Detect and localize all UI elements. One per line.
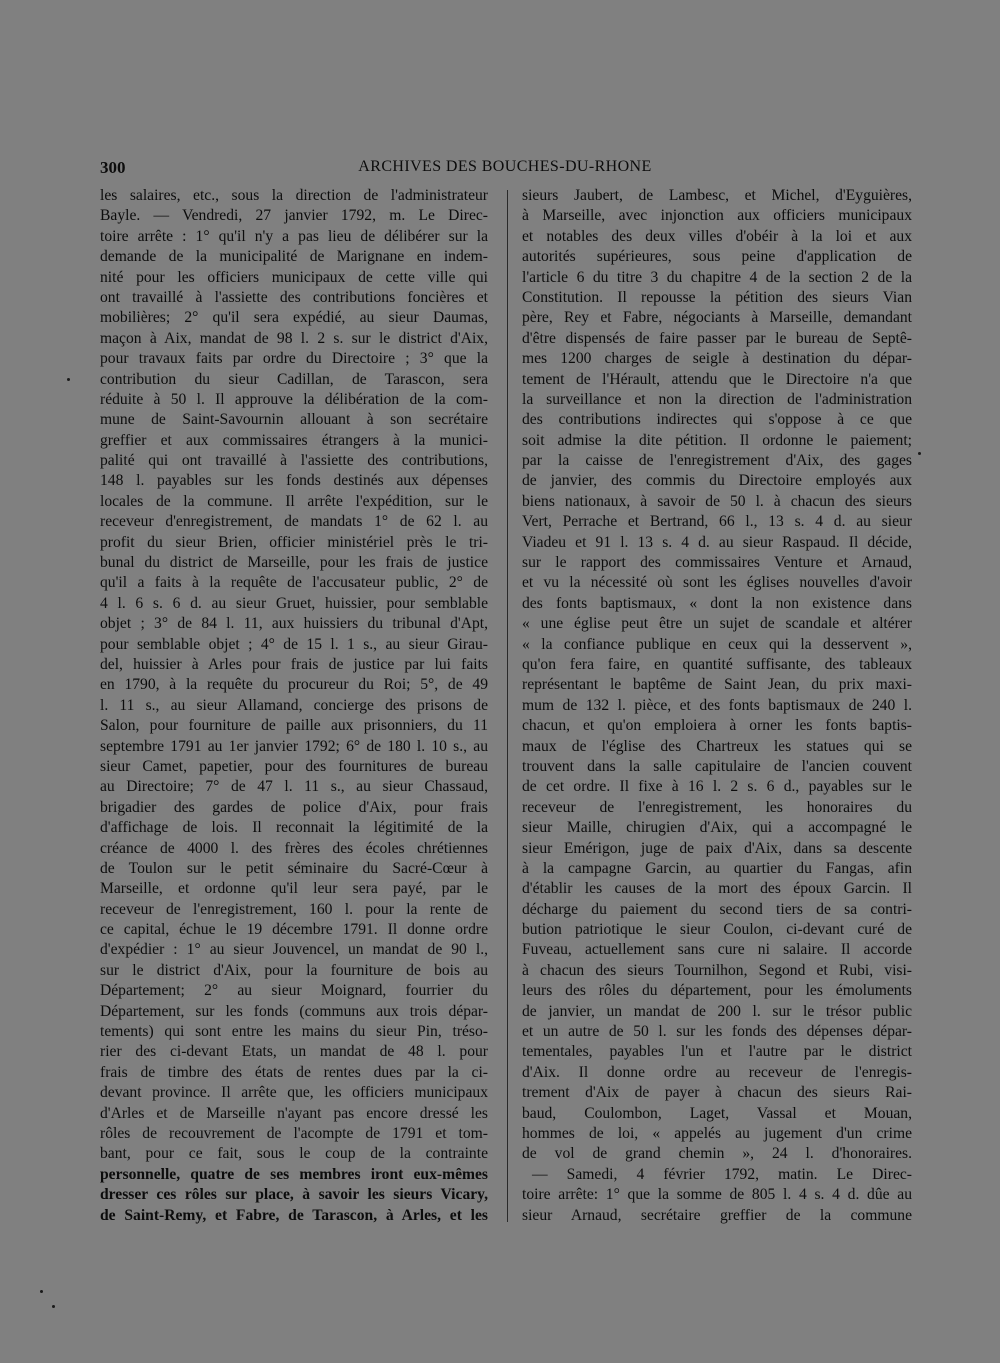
text-line: réduite à 50 l. Il approuve la délibération de la com-: [100, 390, 488, 408]
text-line: rôles de recouvrement de l'acompte de 1791 et tom-: [100, 1124, 488, 1142]
text-line: mes 1200 charges de seigle à destination du dépar-: [522, 350, 912, 368]
text-line: « la confiance publique en ceux qui la desservent »,: [522, 635, 912, 653]
text-line: d'affichage de lois. Il reconnait la légitimité de la: [100, 819, 488, 837]
text-line: toire arrête : 1° qu'il n'y a pas lieu de délibérer sur la: [100, 227, 488, 245]
text-line: à la campagne Garcin, au quartier du Fangas, afin: [522, 859, 912, 877]
text-line: 148 l. payables sur les fonds destinés aux dépenses: [100, 472, 488, 490]
text-line: qu'on fera faire, en quantité suffisante, des tableaux: [522, 655, 912, 673]
text-line: pour travaux faits par ordre du Directoire ; 3° que la: [100, 350, 488, 368]
scan-speck: [918, 452, 921, 455]
text-line: Constitution. Il repousse la pétition des sieurs Vian: [522, 288, 912, 306]
text-line: père, Rey et Fabre, négociants à Marseille, demandant: [522, 309, 912, 327]
text-line: sieur Arnaud, secrétaire greffier de la commune: [522, 1206, 912, 1224]
text-line: Viadeu et 91 l. 13 s. 4 d. au sieur Raspaud. Il décide,: [522, 533, 912, 551]
text-line: septembre 1791 au 1er janvier 1792; 6° de 180 l. 10 s., au: [100, 737, 488, 755]
text-line: de vol de grand chemin », 24 l. d'honoraires.: [522, 1145, 912, 1163]
left-column: [100, 186, 488, 1226]
text-line: des fonts baptismaux, « dont la non existence dans: [522, 594, 912, 612]
page-number: 300: [100, 158, 126, 177]
text-line: dresser ces rôles sur place, à savoir les sieurs Vicary,: [100, 1186, 488, 1204]
text-line: devant province. Il arrête que, les officiers municipaux: [100, 1084, 488, 1102]
text-line: personnelle, quatre de ses membres iront eux-mêmes: [100, 1165, 488, 1183]
right-column: [522, 186, 912, 1226]
text-line: baud, Coulombon, Laget, Vassal et Mouan,: [522, 1104, 912, 1122]
text-line: frais de timbre des états de rentes dues par la ci-: [100, 1063, 488, 1081]
text-line: toire arrête: 1° que la somme de 805 l. 4 s. 4 d. dûe au: [522, 1186, 912, 1204]
text-line: en 1790, à la requête du procureur du Roi; 5°, de 49: [100, 676, 488, 694]
text-line: sieur Camet, papetier, pour des fournitures de bureau: [100, 757, 488, 775]
text-line: sieur Emérigon, juge de paix d'Aix, dans sa descente: [522, 839, 912, 857]
column-divider: [507, 190, 508, 1222]
text-line: Bayle. — Vendredi, 27 janvier 1792, m. Le Direc-: [100, 207, 488, 225]
text-line: Département, sur les fonds (communs aux trois dépar-: [100, 1002, 488, 1020]
text-line: tements) qui sont entre les mains du sieur Pin, tréso-: [100, 1023, 488, 1041]
text-line: rier des ci-devant Etats, un mandat de 48 l. pour: [100, 1043, 488, 1061]
text-line: trouvent dans la salle capitulaire de l'ancien couvent: [522, 757, 912, 775]
text-line: Marseille, et ordonne qu'il leur sera payé, par le: [100, 880, 488, 898]
scan-speck: [40, 1290, 43, 1293]
text-line: de Saint-Remy, et Fabre, de Tarascon, à Arles, et les: [100, 1206, 488, 1224]
text-line: demande de la municipalité de Marignane en indem-: [100, 248, 488, 266]
text-line: des contributions indirectes qui s'oppose à ce que: [522, 411, 912, 429]
text-line: sieurs Jaubert, de Lambesc, et Michel, d'Eyguières,: [522, 187, 912, 204]
text-line: autorités supérieures, sous peine d'application de: [522, 248, 912, 266]
text-line: contribution du sieur Cadillan, de Tarascon, sera: [100, 370, 488, 388]
text-line: bant, pour ce fait, sous le coup de la contrainte: [100, 1145, 488, 1163]
text-line: l'article 6 du titre 3 du chapitre 4 de la section 2 de la: [522, 268, 912, 286]
text-line: décharge du paiement du second tiers de sa contri-: [522, 900, 912, 918]
text-line: ce capital, échue le 19 décembre 1791. Il donne ordre: [100, 921, 488, 939]
text-line: leurs des rôles du département, pour les émoluments: [522, 982, 912, 1000]
text-line: — Samedi, 4 février 1792, matin. Le Direc-: [532, 1165, 912, 1183]
text-line: soit admise la dite pétition. Il ordonne le paiement;: [522, 431, 912, 449]
text-line: les salaires, etc., sous la direction de l'administrateur: [100, 187, 488, 204]
text-line: au Directoire; 7° de 47 l. 11 s., au sieur Chassaud,: [100, 778, 488, 796]
text-line: à Marseille, avec injonction aux officiers municipaux: [522, 207, 912, 225]
text-line: objet ; 3° de 84 l. 11, aux huissiers du tribunal d'Apt,: [100, 615, 488, 633]
text-line: pour semblable objet ; 4° de 15 l. 1 s., au sieur Girau-: [100, 635, 488, 653]
text-line: tement de l'Hérault, attendu que le Directoire n'a que: [522, 370, 912, 388]
text-line: hommes de loi, « appelés au jugement d'un crime: [522, 1124, 912, 1142]
text-line: maux de l'église des Chartreux les statues qui se: [522, 737, 912, 755]
text-line: Fuveau, actuellement sans cure ni salaire. Il accorde: [522, 941, 912, 959]
text-line: maçon à Aix, mandat de 98 l. 2 s. sur le district d'Aix,: [100, 329, 488, 347]
text-line: sur le district d'Aix, pour la fourniture de bois au: [100, 961, 488, 979]
text-line: mune de Saint-Savournin allouant à son secrétaire: [100, 411, 488, 429]
text-line: « une église peut être un sujet de scandale et altérer: [522, 615, 912, 633]
text-line: d'Arles et de Marseille n'ayant pas encore dressé les: [100, 1104, 488, 1122]
text-line: sur le rapport des commissaires Venture et Arnaud,: [522, 554, 912, 572]
text-line: tementales, payables l'un et l'autre par le district: [522, 1043, 912, 1061]
text-line: l. 11 s., au sieur Allamand, concierge des prisons de: [100, 696, 488, 714]
text-line: Vert, Perrache et Bertrand, 66 l., 13 s. 4 d. au sieur: [522, 513, 912, 531]
text-line: bunal du district de Marseille, pour les frais de justice: [100, 554, 488, 572]
text-line: de cet ordre. Il fixe à 16 l. 2 s. 6 d., payables sur le: [522, 778, 912, 796]
text-line: par la caisse de l'enregistrement d'Aix, des gages: [522, 452, 912, 470]
text-line: d'Aix. Il donne ordre au receveur de l'enregis-: [522, 1063, 912, 1081]
text-line: créance de 4000 l. des frères des écoles chrétiennes: [100, 839, 488, 857]
text-line: la surveillance et non la direction de l'administration: [522, 390, 912, 408]
text-line: palité qui ont travaillé à l'assiette des contributions,: [100, 452, 488, 470]
page-header: [100, 158, 910, 182]
text-line: brigadier des gardes de police d'Aix, pour frais: [100, 798, 488, 816]
text-line: ont travaillé à l'assiette des contributions foncières et: [100, 288, 488, 306]
text-line: Salon, pour fourniture de paille aux prisonniers, du 11: [100, 717, 488, 735]
text-line: del, huissier à Arles pour frais de justice par lui faits: [100, 655, 488, 673]
scan-speck: [67, 378, 70, 381]
text-line: de Toulon sur le petit séminaire du Sacré-Cœur à: [100, 859, 488, 877]
text-line: trement d'Aix de payer à chacun des sieurs Rai-: [522, 1084, 912, 1102]
text-line: profit du sieur Brien, officier ministériel près le tri-: [100, 533, 488, 551]
text-line: d'établir les causes de la mort des époux Garcin. Il: [522, 880, 912, 898]
text-line: et notables des deux villes d'obéir à la loi et aux: [522, 227, 912, 245]
scan-speck: [52, 1305, 55, 1308]
text-line: Département; 2° au sieur Moignard, fourrier du: [100, 982, 488, 1000]
text-line: 4 l. 6 s. 6 d. au sieur Gruet, huissier, pour semblable: [100, 594, 488, 612]
text-line: receveur d'enregistrement, de mandats 1° de 62 l. au: [100, 513, 488, 531]
text-line: chacun, et qu'on emploiera à orner les fonts baptis-: [522, 717, 912, 735]
text-line: receveur de l'enregistrement, les honoraires du: [522, 798, 912, 816]
text-line: représentant le baptême de Saint Jean, du prix maxi-: [522, 676, 912, 694]
text-line: et vu la nécessité où sont les églises nouvelles d'avoir: [522, 574, 912, 592]
text-line: nité pour les officiers municipaux de cette ville qui: [100, 268, 488, 286]
text-line: d'expédier : 1° au sieur Jouvencel, un mandat de 90 l.,: [100, 941, 488, 959]
text-line: biens nationaux, à savoir de 50 l. à chacun des sieurs: [522, 492, 912, 510]
text-line: greffier et aux commissaires étrangers à la munici-: [100, 431, 488, 449]
text-line: receveur de l'enregistrement, 160 l. pour la rente de: [100, 900, 488, 918]
text-line: bution patriotique le sieur Coulon, ci-devant curé de: [522, 921, 912, 939]
text-line: qu'il a faits à la requête de l'accusateur public, 2° de: [100, 574, 488, 592]
text-line: mum de 132 l. pièce, et des fonts baptismaux de 240 l.: [522, 696, 912, 714]
text-line: d'être dispensés de faire passer par le bureau de Septê-: [522, 329, 912, 347]
text-line: à chacun des sieurs Tournilhon, Segond et Rubi, visi-: [522, 961, 912, 979]
text-line: de janvier, des commis du Directoire employés aux: [522, 472, 912, 490]
text-line: de janvier, un mandat de 200 l. sur le trésor public: [522, 1002, 912, 1020]
text-line: mobilières; 2° qu'il sera expédié, au sieur Daumas,: [100, 309, 488, 327]
text-line: locales de la commune. Il arrête l'expédition, sur le: [100, 492, 488, 510]
text-line: et un autre de 50 l. sur les fonds des dépenses dépar-: [522, 1023, 912, 1041]
running-title: ARCHIVES DES BOUCHES-DU-RHONE: [358, 158, 652, 175]
text-line: sieur Maille, chirugien d'Aix, qui a accompagné le: [522, 819, 912, 837]
